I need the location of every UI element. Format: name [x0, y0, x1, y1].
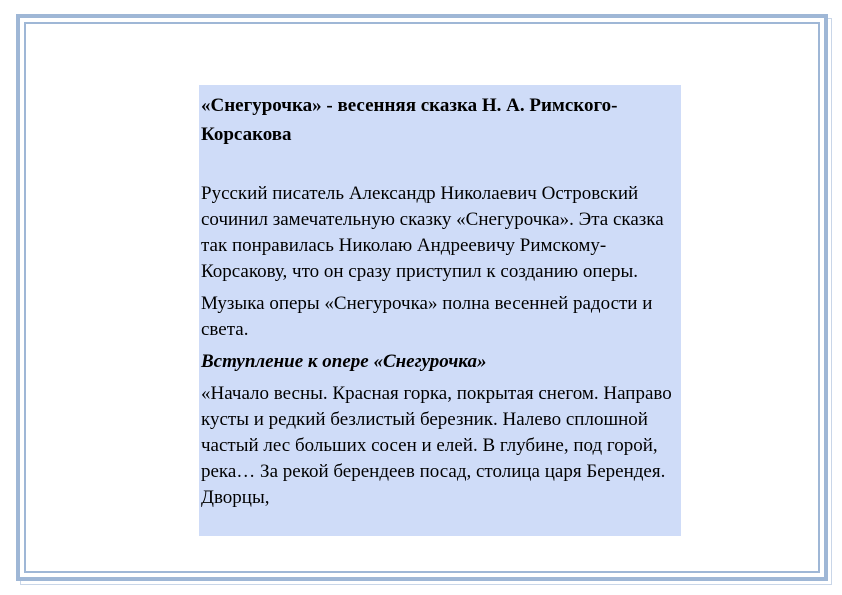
section-subheading: Вступление к опере «Снегурочка» [201, 351, 487, 372]
text-box [199, 85, 681, 536]
paragraph-quote: «Начало весны. Красная горка, покрытая снегом. Направо кусты и редкий безлистый березник. Налево сплошной частый лес больших сосен и елей. В глубине, под горой, река… За рекой берендеев посад, столица царя Берендея. Дворцы, [201, 383, 672, 508]
title-spacer [201, 149, 677, 181]
paragraph-music: Музыка оперы «Снегурочка» полна весенней радости и света. [201, 293, 653, 340]
paragraph-intro: Русский писатель Александр Николаевич Островский сочинил замечательную сказку «Снегурочка». Эта сказка так понравилась Николаю Андреевичу Римскому-Корсакову, что он сразу приступил к созданию оперы. [201, 183, 664, 282]
document-title: «Снегурочка» - весенняя сказка Н. А. Римского-Корсакова [201, 95, 618, 145]
